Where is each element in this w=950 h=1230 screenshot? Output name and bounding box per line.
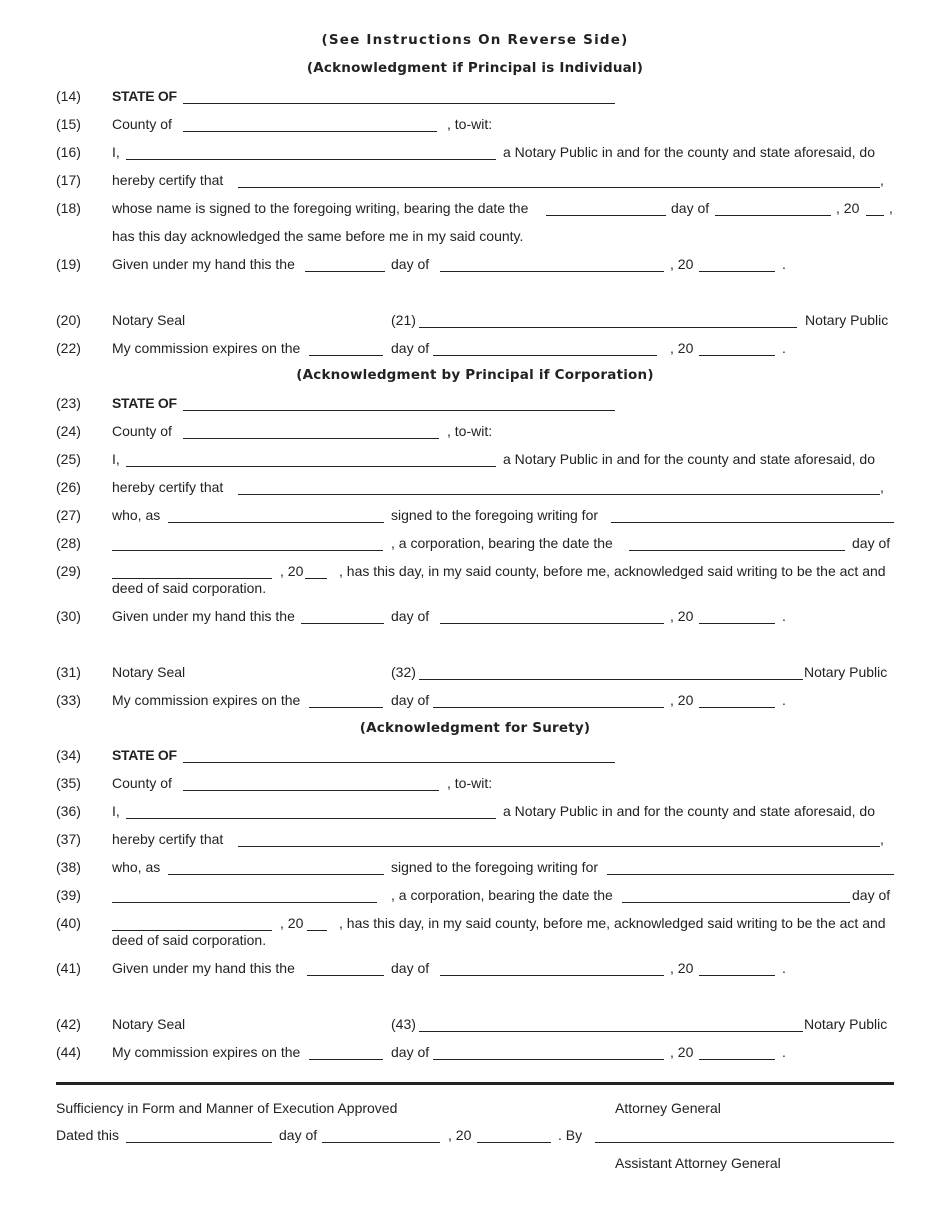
line-37 (0, 831, 950, 849)
county-field[interactable] (183, 790, 439, 791)
given-under-hand-label: Given under my hand this the (112, 608, 295, 624)
county-of-label: County of (112, 423, 172, 439)
expires-month-field[interactable] (433, 355, 657, 356)
day-of-label: day of (391, 340, 430, 356)
notary-signature-field[interactable] (419, 1031, 803, 1032)
line-number: (33) (56, 692, 81, 708)
day-of-label: day of (852, 535, 891, 551)
state-field[interactable] (183, 410, 615, 411)
line-number: (36) (56, 803, 81, 819)
expires-year-field[interactable] (699, 1059, 775, 1060)
line-39 (0, 887, 950, 905)
line-number: (20) (56, 312, 81, 328)
line-26 (0, 479, 950, 497)
signer-name-field[interactable] (238, 494, 880, 495)
commission-expires-label: My commission expires on the (112, 1044, 301, 1060)
corporation-month-field[interactable] (112, 578, 272, 579)
corporation-name-field[interactable] (112, 902, 377, 903)
year-label: , 20 (280, 915, 304, 931)
given-day-field[interactable] (301, 623, 384, 624)
county-of-label: County of (112, 775, 172, 791)
corporation-day-field[interactable] (622, 902, 850, 903)
notary-statement: a Notary Public in and for the county and state aforesaid, do (503, 451, 876, 467)
year-label: , 20 (670, 960, 694, 976)
commission-expires-label: My commission expires on the (112, 692, 301, 708)
notary-seal-label: Notary Seal (112, 664, 186, 680)
corporation-year-field[interactable] (307, 930, 327, 931)
state-field[interactable] (183, 762, 615, 763)
who-as-label: who, as (112, 859, 161, 875)
title-field[interactable] (168, 522, 384, 523)
notary-signature-field[interactable] (419, 327, 797, 328)
individual-section-heading: (Acknowledgment if Principal is Individual) (306, 60, 644, 76)
notary-seal-label: Notary Seal (112, 1016, 186, 1032)
attorney-general-label: Attorney General (615, 1100, 721, 1116)
acknowledged-statement: has this day acknowledged the same before me in my said county. (112, 228, 524, 244)
year-label: , 20 (448, 1127, 472, 1143)
state-of-label: STATE OF (112, 395, 177, 411)
year-label: , 20 (280, 563, 304, 579)
comma: , (889, 200, 893, 216)
line-number: (25) (56, 451, 81, 467)
line-number: (14) (56, 88, 81, 104)
dated-line (0, 1127, 950, 1145)
line-number: (37) (56, 831, 81, 847)
corporation-section-heading: (Acknowledgment by Principal if Corporation) (296, 367, 654, 383)
day-of-label: day of (279, 1127, 318, 1143)
expires-day-field[interactable] (309, 1059, 383, 1060)
notary-public-label: Notary Public (805, 312, 889, 328)
approval-line (0, 1100, 950, 1118)
given-month-field[interactable] (440, 623, 664, 624)
line-number: (42) (56, 1016, 81, 1032)
corporation-day-field[interactable] (629, 550, 845, 551)
line-28 (0, 535, 950, 553)
given-under-hand-label: Given under my hand this the (112, 960, 295, 976)
given-day-field[interactable] (305, 271, 385, 272)
line-number: (29) (56, 563, 81, 579)
notary-statement: a Notary Public in and for the county and state aforesaid, do (503, 144, 876, 160)
county-of-label: County of (112, 116, 172, 132)
certify-label: hereby certify that (112, 479, 224, 495)
line-number: (15) (56, 116, 81, 132)
line-number: (18) (56, 200, 81, 216)
line-number: (23) (56, 395, 81, 411)
county-field[interactable] (183, 131, 437, 132)
line-40 (0, 915, 950, 948)
day-of-label: day of (391, 608, 430, 624)
line-number: (30) (56, 608, 81, 624)
dated-this-label: Dated this (56, 1127, 120, 1143)
line-number: (38) (56, 859, 81, 875)
line-number: (35) (56, 775, 81, 791)
year-label: , 20 (836, 200, 860, 216)
approval-month-field[interactable] (322, 1142, 440, 1143)
expires-month-field[interactable] (433, 1059, 664, 1060)
year-label: , 20 (670, 340, 694, 356)
date-day-field[interactable] (546, 215, 666, 216)
approval-day-field[interactable] (126, 1142, 272, 1143)
notary-name-field[interactable] (126, 818, 496, 819)
to-wit-label: , to-wit: (447, 775, 493, 791)
period: . (782, 1044, 786, 1060)
line-23 (0, 395, 950, 413)
line-number: (32) (391, 664, 416, 680)
line-number: (27) (56, 507, 81, 523)
line-22 (0, 340, 950, 358)
comma: , (880, 479, 884, 495)
period: . (782, 256, 786, 272)
year-label: , 20 (670, 1044, 694, 1060)
line-number: (41) (56, 960, 81, 976)
assistant-line (0, 1155, 950, 1173)
comma: , (880, 831, 884, 847)
day-of-label: day of (852, 887, 891, 903)
certify-label: hereby certify that (112, 172, 224, 188)
acknowledged-statement: , has this day, in my said county, before me, acknowledged said writing to be the act and (339, 563, 886, 579)
given-year-field[interactable] (699, 623, 775, 624)
line-number: (43) (391, 1016, 416, 1032)
expires-year-field[interactable] (699, 707, 775, 708)
expires-month-field[interactable] (433, 707, 664, 708)
signed-statement: whose name is signed to the foregoing writing, bearing the date the (112, 200, 529, 216)
signed-for-field[interactable] (611, 522, 894, 523)
deed-continuation: deed of said corporation. (112, 580, 267, 596)
line-number: (40) (56, 915, 81, 931)
line-number: (19) (56, 256, 81, 272)
corporation-name-field[interactable] (112, 550, 383, 551)
signed-for-label: signed to the foregoing writing for (391, 507, 599, 523)
period: . (782, 340, 786, 356)
line-17 (0, 172, 950, 190)
surety-section-heading: (Acknowledgment for Surety) (359, 720, 591, 736)
given-year-field[interactable] (699, 271, 775, 272)
line-16 (0, 144, 950, 162)
day-of-label: day of (671, 200, 710, 216)
assistant-attorney-general-label: Assistant Attorney General (615, 1155, 781, 1171)
notary-seal-label: Notary Seal (112, 312, 186, 328)
day-of-label: day of (391, 1044, 430, 1060)
to-wit-label: , to-wit: (447, 423, 493, 439)
signed-for-field[interactable] (607, 874, 894, 875)
line-31 (0, 664, 950, 682)
line-41 (0, 960, 950, 978)
period: . (782, 960, 786, 976)
line-20 (0, 312, 950, 330)
commission-expires-label: My commission expires on the (112, 340, 301, 356)
approval-year-field[interactable] (477, 1142, 551, 1143)
sufficiency-label: Sufficiency in Form and Manner of Execution Approved (56, 1100, 398, 1116)
line-number: (21) (391, 312, 416, 328)
line-15 (0, 116, 950, 134)
period: . (782, 608, 786, 624)
acknowledged-statement: , has this day, in my said county, before me, acknowledged said writing to be the act and (339, 915, 886, 931)
line-number: (44) (56, 1044, 81, 1060)
assistant-attorney-general-signature-field[interactable] (595, 1142, 894, 1143)
date-month-field[interactable] (715, 215, 831, 216)
notary-public-label: Notary Public (804, 664, 888, 680)
day-of-label: day of (391, 256, 430, 272)
line-number: (16) (56, 144, 81, 160)
notary-name-field[interactable] (126, 159, 496, 160)
line-30 (0, 608, 950, 626)
who-as-label: who, as (112, 507, 161, 523)
notary-signature-field[interactable] (419, 679, 803, 680)
line-27 (0, 507, 950, 525)
line-36 (0, 803, 950, 821)
comma: , (880, 172, 884, 188)
by-label: . By (558, 1127, 583, 1143)
corporation-date-label: , a corporation, bearing the date the (391, 535, 613, 551)
given-under-hand-label: Given under my hand this the (112, 256, 295, 272)
i-label: I, (112, 451, 120, 467)
i-label: I, (112, 144, 120, 160)
line-number: (17) (56, 172, 81, 188)
line-number: (39) (56, 887, 81, 903)
line-24 (0, 423, 950, 441)
given-month-field[interactable] (440, 271, 664, 272)
state-of-label: STATE OF (112, 747, 177, 763)
i-label: I, (112, 803, 120, 819)
line-18 (0, 200, 950, 218)
line-number: (31) (56, 664, 81, 680)
expires-day-field[interactable] (309, 355, 383, 356)
line-25 (0, 451, 950, 469)
day-of-label: day of (391, 692, 430, 708)
line-18-continued (0, 228, 950, 246)
line-35 (0, 775, 950, 793)
line-number: (34) (56, 747, 81, 763)
year-label: , 20 (670, 692, 694, 708)
year-label: , 20 (670, 608, 694, 624)
county-field[interactable] (183, 438, 439, 439)
notary-name-field[interactable] (126, 466, 496, 467)
line-29 (0, 563, 950, 596)
given-day-field[interactable] (307, 975, 384, 976)
year-label: , 20 (670, 256, 694, 272)
corporation-year-field[interactable] (305, 578, 327, 579)
corporation-date-label: , a corporation, bearing the date the (391, 887, 613, 903)
day-of-label: day of (391, 960, 430, 976)
line-number: (28) (56, 535, 81, 551)
given-year-field[interactable] (699, 975, 775, 976)
state-of-label: STATE OF (112, 88, 177, 104)
notary-statement: a Notary Public in and for the county and state aforesaid, do (503, 803, 876, 819)
line-34 (0, 747, 950, 765)
principal-name-field[interactable] (238, 187, 880, 188)
line-19 (0, 256, 950, 274)
expires-year-field[interactable] (699, 355, 775, 356)
line-number: (22) (56, 340, 81, 356)
line-14 (0, 88, 950, 106)
corporation-month-field[interactable] (112, 930, 272, 931)
signer-name-field[interactable] (238, 846, 880, 847)
date-year-field[interactable] (866, 215, 884, 216)
title-field[interactable] (168, 874, 384, 875)
deed-continuation: deed of said corporation. (112, 932, 267, 948)
instructions-heading: (See Instructions On Reverse Side) (321, 32, 629, 48)
expires-day-field[interactable] (309, 707, 383, 708)
signed-for-label: signed to the foregoing writing for (391, 859, 599, 875)
line-44 (0, 1044, 950, 1062)
certify-label: hereby certify that (112, 831, 224, 847)
line-number: (26) (56, 479, 81, 495)
period: . (782, 692, 786, 708)
line-33 (0, 692, 950, 710)
section-divider (56, 1082, 894, 1085)
line-number: (24) (56, 423, 81, 439)
to-wit-label: , to-wit: (447, 116, 493, 132)
line-38 (0, 859, 950, 877)
notary-public-label: Notary Public (804, 1016, 888, 1032)
state-field[interactable] (183, 103, 615, 104)
given-month-field[interactable] (440, 975, 664, 976)
line-42 (0, 1016, 950, 1034)
